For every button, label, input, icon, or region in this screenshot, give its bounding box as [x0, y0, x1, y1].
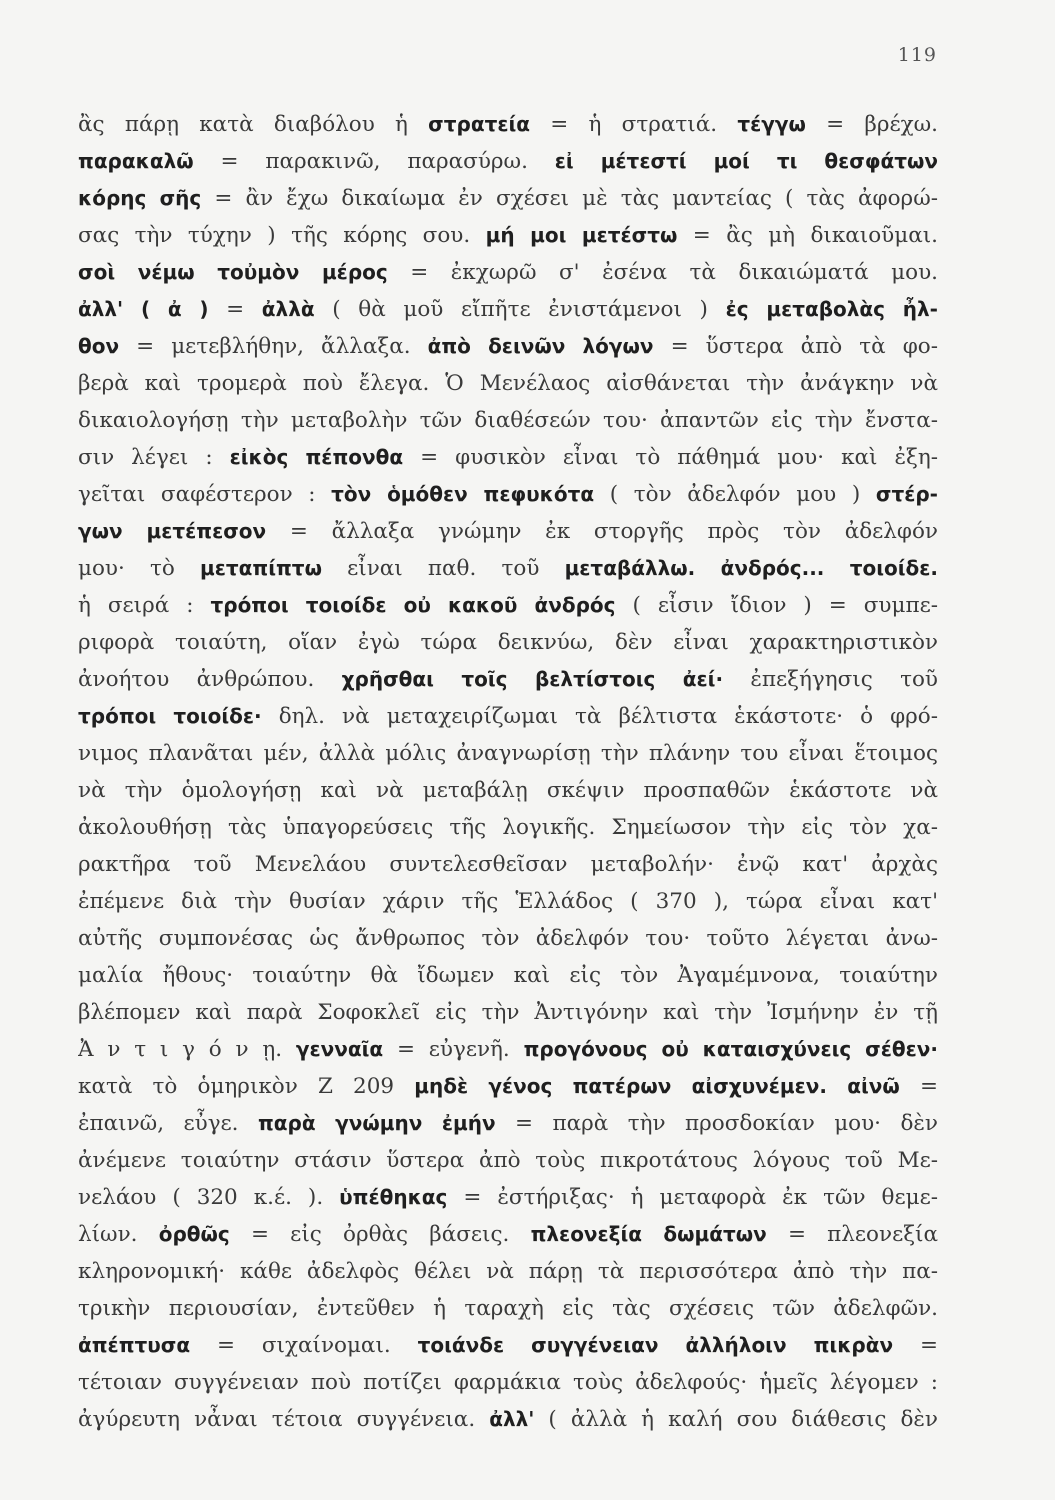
- gloss-text: = ἂν ἔχω δικαίωμα ἐν σχέσει μὲ τὰς μαντείας ( τὰς ἀφορώ-: [201, 186, 938, 211]
- bold-lemma: τοιάνδε συγγένειαν ἀλλήλοιν πικρὰν: [417, 1333, 894, 1357]
- text-line: [78, 1179, 938, 1216]
- gloss-text: βερὰ καὶ τρομερὰ ποὺ ἔλεγα. Ὁ Μενέλαος αἰσθάνεται τὴν ἀνάγκην νὰ: [78, 371, 938, 396]
- gloss-text: δικαιολογήσῃ τὴν μεταβολὴν τῶν διαθέσεών του· ἀπαντῶν εἰς τὴν ἔνστα-: [78, 408, 938, 433]
- text-line: [78, 513, 938, 550]
- gloss-text: =: [208, 297, 262, 322]
- bold-lemma: τρόποι τοιοίδε οὐ κακοῦ ἀνδρός: [210, 593, 616, 617]
- page-number: 119: [897, 44, 937, 66]
- gloss-text: =: [899, 1074, 938, 1099]
- bold-lemma: παρακαλῶ: [78, 149, 194, 173]
- gloss-text: ἐπαινῶ, εὖγε.: [78, 1111, 258, 1136]
- bold-lemma: τέγγω: [737, 112, 806, 136]
- gloss-text: = φυσικὸν εἶναι τὸ πάθημά μου· καὶ ἐξη-: [403, 445, 938, 470]
- gloss-text: = σιχαίνομαι.: [190, 1333, 418, 1358]
- bold-lemma: ὑπέθηκας: [339, 1185, 448, 1209]
- gloss-text: τέτοιαν συγγένειαν ποὺ ποτίζει φαρμάκια τοὺς ἀδελφούς· ἡμεῖς λέγομεν :: [78, 1370, 938, 1395]
- gloss-text: ( τὸν ἀδελφόν μου ): [594, 482, 876, 507]
- gloss-text: = εἰς ὀρθὰς βάσεις.: [229, 1222, 531, 1247]
- gloss-text: ἡ σειρά :: [78, 593, 211, 618]
- commentary-text: [78, 106, 938, 1438]
- bold-lemma: μεταπίπτω: [200, 556, 322, 580]
- gloss-text: = ἡ στρατιά.: [530, 112, 738, 137]
- gloss-text: = ἐστήριξας· ἡ μεταφορὰ ἐκ τῶν θεμε-: [447, 1185, 938, 1210]
- bold-lemma: θον: [78, 334, 120, 358]
- gloss-text: = ἐκχωρῶ σ' ἐσένα τὰ δικαιώματά μου.: [387, 260, 938, 285]
- text-line: [78, 143, 938, 180]
- text-line: [78, 957, 938, 994]
- gloss-text: = ἄλλαξα γνώμην ἐκ στοργῆς πρὸς τὸν ἀδελφόν: [266, 519, 938, 544]
- text-line: [78, 1290, 938, 1327]
- text-line: [78, 476, 938, 513]
- bold-lemma: στρατεία: [428, 112, 530, 136]
- text-line: [78, 291, 938, 328]
- text-line: [78, 1142, 938, 1179]
- bold-lemma: τὸν ὁμόθεν πεφυκότα: [331, 482, 595, 506]
- gloss-text: ἀκολουθήσῃ τὰς ὑπαγορεύσεις τῆς λογικῆς. Σημείωσον τὴν εἰς τὸν χα-: [78, 815, 938, 840]
- text-line: [78, 661, 938, 698]
- gloss-text: ( εἶσιν ἴδιον ) = συμπε-: [615, 593, 938, 618]
- gloss-text: κληρονομική· κάθε ἀδελφὸς θέλει νὰ πάρῃ τὰ περισσότερα ἀπὸ τὴν πα-: [78, 1259, 938, 1284]
- text-line: [78, 180, 938, 217]
- gloss-text: ἀνέμενε τοιαύτην στάσιν ὕστερα ἀπὸ τοὺς πικροτάτους λόγους τοῦ Με-: [78, 1148, 938, 1173]
- bold-lemma: γενναῖα: [295, 1037, 384, 1061]
- gloss-text: = ὕστερα ἀπὸ τὰ φο-: [653, 334, 938, 359]
- text-line: [78, 698, 938, 735]
- gloss-text: = εὐγενῆ.: [383, 1037, 524, 1062]
- gloss-text: Ἀ ν τ ι γ ό ν ῃ.: [78, 1037, 296, 1062]
- gloss-text: μου· τὸ: [78, 556, 201, 581]
- gloss-text: ἂς πάρῃ κατὰ διαβόλου ἡ: [78, 112, 429, 137]
- gloss-text: =: [893, 1333, 938, 1358]
- text-line: [78, 550, 938, 587]
- gloss-text: κατὰ τὸ ὁμηρικὸν Ζ 209: [78, 1074, 415, 1099]
- gloss-text: νιμος πλανᾶται μέν, ἀλλὰ μόλις ἀναγνωρίσῃ τὴν πλάνην του εἶναι ἕτοιμος: [78, 741, 938, 766]
- text-line: [78, 1216, 938, 1253]
- bold-lemma: προγόνους οὐ καταισχύνεις σέθεν·: [523, 1037, 938, 1061]
- gloss-text: σας τὴν τύχην ) τῆς κόρης σου.: [78, 223, 486, 248]
- text-line: [78, 1253, 938, 1290]
- bold-lemma: γων μετέπεσον: [78, 519, 267, 543]
- gloss-text: γεῖται σαφέστερον :: [78, 482, 332, 507]
- bold-lemma: μεταβάλλω. ἀνδρός... τοιοίδε.: [564, 556, 938, 580]
- bold-lemma: ὀρθῶς: [158, 1222, 230, 1246]
- bold-lemma: εἰ μέτεστί μοί τι θεσφάτων: [554, 149, 938, 173]
- bold-lemma: τρόποι τοιοίδε·: [78, 704, 262, 728]
- bold-lemma: μή μοι μετέστω: [485, 223, 678, 247]
- bold-lemma: ἀλλ': [489, 1407, 535, 1431]
- gloss-text: ( ἀλλὰ ἡ καλή σου διάθεσις δὲν: [534, 1407, 938, 1432]
- bold-lemma: ἐς μεταβολὰς ἦλ-: [725, 297, 938, 321]
- text-line: [78, 624, 938, 661]
- text-line: [78, 920, 938, 957]
- bold-lemma: ἀπὸ δεινῶν λόγων: [427, 334, 654, 358]
- bold-lemma: στέρ-: [875, 482, 938, 506]
- text-line: [78, 735, 938, 772]
- gloss-text: νὰ τὴν ὁμολογήσῃ καὶ νὰ μεταβάλῃ σκέψιν προσπαθῶν ἑκάστοτε νὰ: [78, 778, 938, 803]
- text-line: [78, 1068, 938, 1105]
- gloss-text: δηλ. νὰ μεταχειρίζωμαι τὰ βέλτιστα ἑκάστοτε· ὁ φρό-: [261, 704, 938, 729]
- bold-lemma: ἀλλὰ: [261, 297, 315, 321]
- gloss-text: = παρὰ τὴν προσδοκίαν μου· δὲν: [495, 1111, 938, 1136]
- bold-lemma: πλεονεξία δωμάτων: [530, 1222, 767, 1246]
- gloss-text: = βρέχω.: [805, 112, 938, 137]
- text-line: [78, 1031, 938, 1068]
- bold-lemma: μηδὲ γένος πατέρων αἰσχυνέμεν. αἰνῶ: [414, 1074, 900, 1098]
- gloss-text: = παρακινῶ, παρασύρω.: [193, 149, 555, 174]
- bold-lemma: κόρης σῆς: [78, 186, 202, 210]
- text-line: [78, 254, 938, 291]
- bold-lemma: χρῆσθαι τοῖς βελτίστοις ἀεί·: [341, 667, 724, 691]
- text-line: [78, 883, 938, 920]
- gloss-text: βλέπομεν καὶ παρὰ Σοφοκλεῖ εἰς τὴν Ἀντιγόνην καὶ τὴν Ἰσμήνην ἐν τῇ: [78, 1000, 938, 1025]
- gloss-text: τρικὴν περιουσίαν, ἐντεῦθεν ἡ ταραχὴ εἰς τὰς σχέσεις τῶν ἀδελφῶν.: [78, 1296, 938, 1321]
- gloss-text: ἐπέμενε διὰ τὴν θυσίαν χάριν τῆς Ἑλλάδος ( 370 ), τώρα εἶναι κατ': [78, 889, 938, 914]
- gloss-text: λίων.: [78, 1222, 159, 1247]
- gloss-text: ἀγύρευτη νἆναι τέτοια συγγένεια.: [78, 1407, 490, 1432]
- text-line: [78, 994, 938, 1031]
- text-line: [78, 809, 938, 846]
- gloss-text: εἶναι παθ. τοῦ: [321, 556, 565, 581]
- text-line: [78, 772, 938, 809]
- text-line: [78, 1401, 938, 1438]
- gloss-text: αὐτῆς συμπονέσας ὡς ἄνθρωπος τὸν ἀδελφόν του· τοῦτο λέγεται ἀνω-: [78, 926, 938, 951]
- text-line: [78, 1105, 938, 1142]
- gloss-text: μαλία ἤθους· τοιαύτην θὰ ἴδωμεν καὶ εἰς τὸν Ἀγαμέμνονα, τοιαύτην: [78, 963, 938, 988]
- text-line: [78, 328, 938, 365]
- gloss-text: = πλεονεξία: [766, 1222, 938, 1247]
- gloss-text: ἀνοήτου ἀνθρώπου.: [78, 667, 342, 692]
- text-line: [78, 402, 938, 439]
- text-line: [78, 1327, 938, 1364]
- text-line: [78, 846, 938, 883]
- gloss-text: ρακτῆρα τοῦ Μενελάου συντελεσθεῖσαν μεταβολήν· ἐνῷ κατ' ἀρχὰς: [78, 852, 938, 877]
- gloss-text: ριφορὰ τοιαύτη, οἵαν ἐγὼ τώρα δεικνύω, δὲν εἶναι χαρακτηριστικὸν: [78, 630, 938, 655]
- bold-lemma: παρὰ γνώμην ἐμήν: [257, 1111, 496, 1135]
- text-line: [78, 365, 938, 402]
- bold-lemma: εἰκὸς πέπονθα: [229, 445, 404, 469]
- gloss-text: ( θὰ μοῦ εἴπῆτε ἐνιστάμενοι ): [314, 297, 726, 322]
- gloss-text: νελάου ( 320 κ.έ. ).: [78, 1185, 340, 1210]
- bold-lemma: σοὶ νέμω τοὐμὸν μέρος: [78, 260, 388, 284]
- gloss-text: σιν λέγει :: [78, 445, 230, 470]
- gloss-text: = μετεβλήθην, ἄλλαξα.: [119, 334, 428, 359]
- text-line: [78, 1364, 938, 1401]
- gloss-text: ἐπεξήγησις τοῦ: [723, 667, 938, 692]
- gloss-text: = ἂς μὴ δικαιοῦμαι.: [677, 223, 938, 248]
- text-line: [78, 106, 938, 143]
- text-line: [78, 439, 938, 476]
- bold-lemma: ἀλλ' ( ἀ ): [78, 297, 209, 321]
- text-line: [78, 217, 938, 254]
- text-line: [78, 587, 938, 624]
- bold-lemma: ἀπέπτυσα: [78, 1333, 191, 1357]
